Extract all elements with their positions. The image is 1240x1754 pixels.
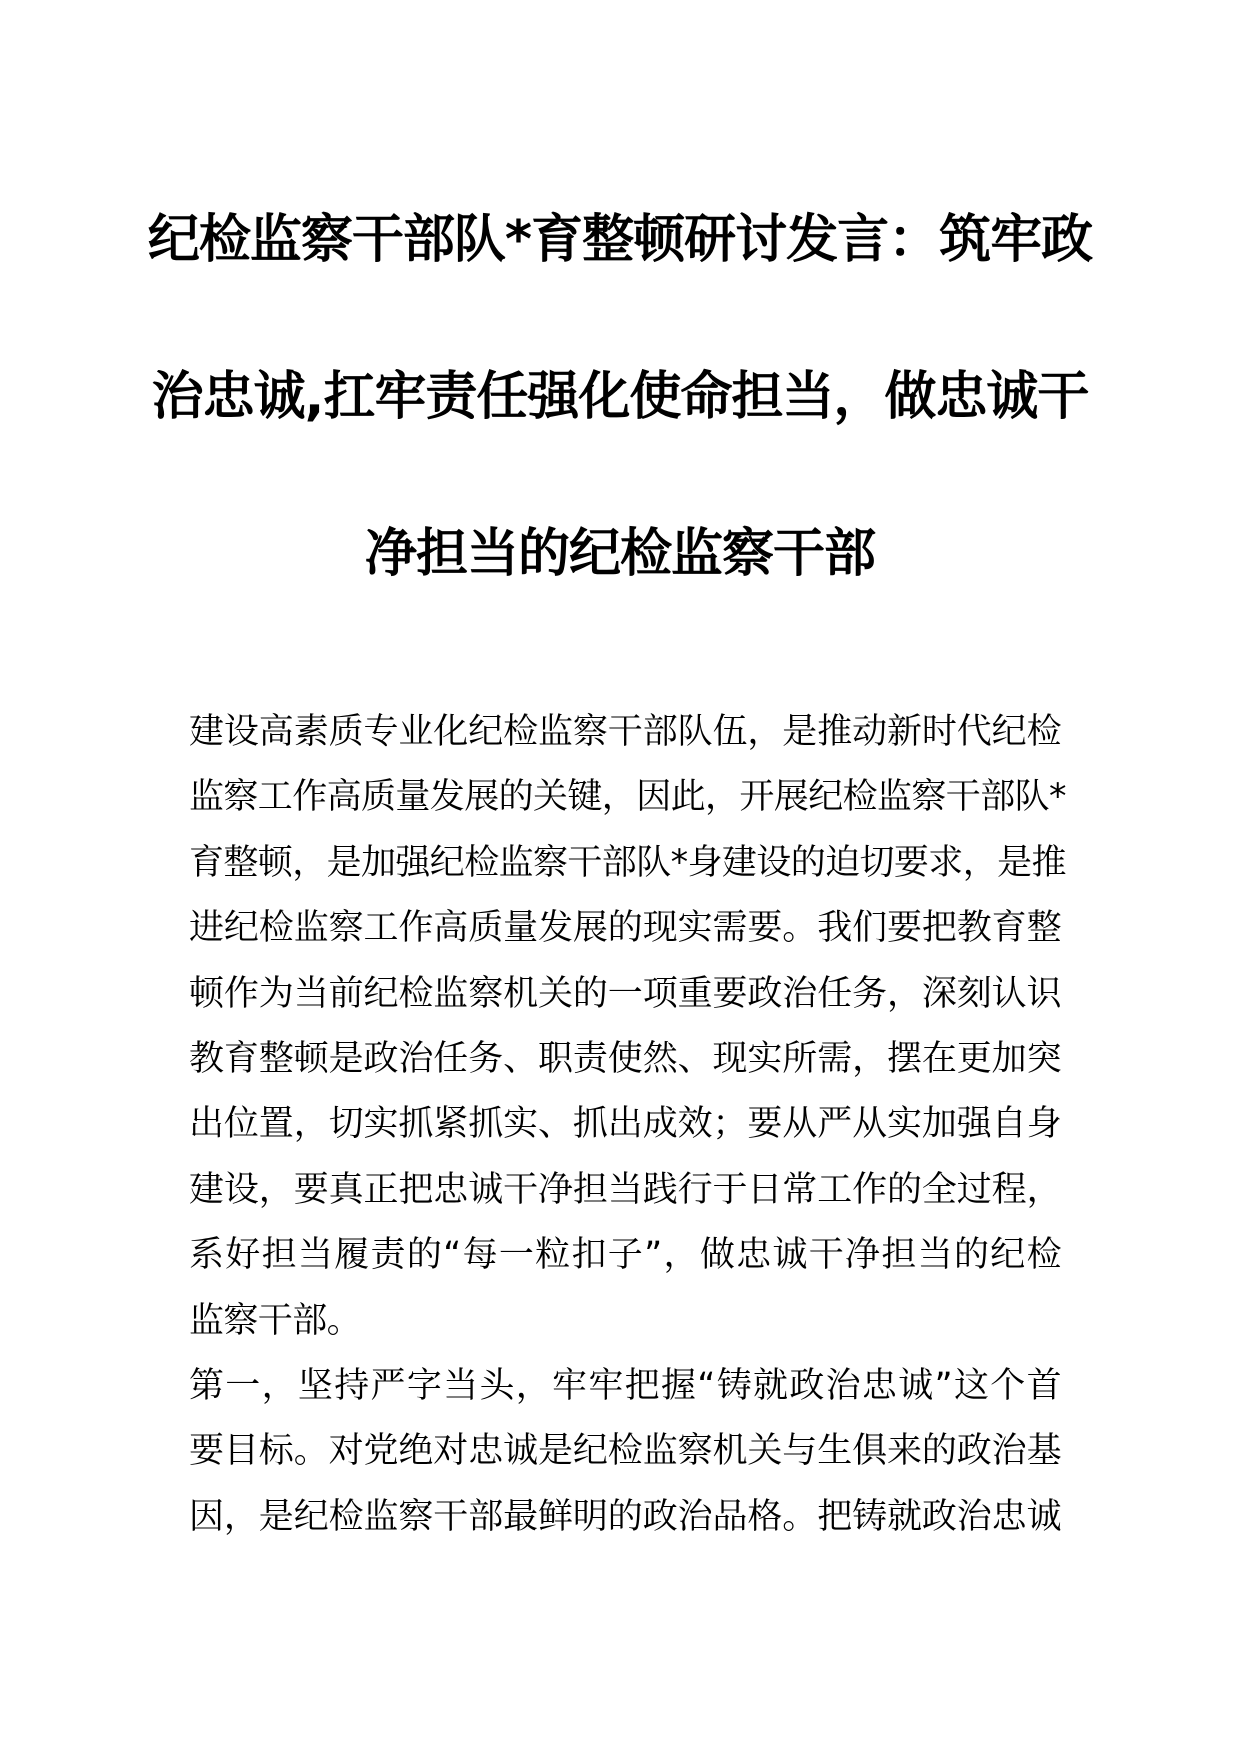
body-line: 出位置，切实抓紧抓实、抓出成效；要从严从实加强自身: [189, 1104, 1061, 1145]
body-line: 系好担当履责的“每一粒扣子”，做忠诚干净担当的纪检: [189, 1235, 1061, 1276]
body-line: 顿作为当前纪检监察机关的一项重要政治任务，深刻认识: [189, 973, 1061, 1014]
body-line: 监察工作高质量发展的关键，因此，开展纪检监察干部队*: [189, 777, 1066, 818]
body-line: 监察干部。: [189, 1300, 362, 1341]
body-line: 教育整顿是政治任务、职责使然、现实所需，摆在更加突: [189, 1038, 1061, 1079]
document-body: [189, 700, 1066, 1550]
title-line: 纪检监察干部队*育整顿研讨发言：筑牢政: [147, 210, 1093, 270]
title-line: 治忠诚,扛牢责任强化使命担当，做忠诚干: [151, 367, 1089, 427]
body-line: 进纪检监察工作高质量发展的现实需要。我们要把教育整: [189, 908, 1061, 949]
body-line: 建设高素质专业化纪检监察干部队伍，是推动新时代纪检: [189, 712, 1061, 752]
body-line: 因，是纪检监察干部最鲜明的政治品格。把铸就政治忠诚: [189, 1496, 1061, 1537]
body-line: 育整顿，是加强纪检监察干部队*身建设的迫切要求，是推: [189, 842, 1066, 883]
title-line: 净担当的纪检监察干部: [364, 524, 875, 584]
body-line: 建设，要真正把忠诚干净担当践行于日常工作的全过程，: [189, 1169, 1061, 1210]
body-line: 第一，坚持严字当头，牢牢把握“铸就政治忠诚”这个首: [189, 1365, 1061, 1406]
body-line: 要目标。对党绝对忠诚是纪检监察机关与生俱来的政治基: [189, 1431, 1061, 1472]
document-title: [0, 200, 1240, 671]
